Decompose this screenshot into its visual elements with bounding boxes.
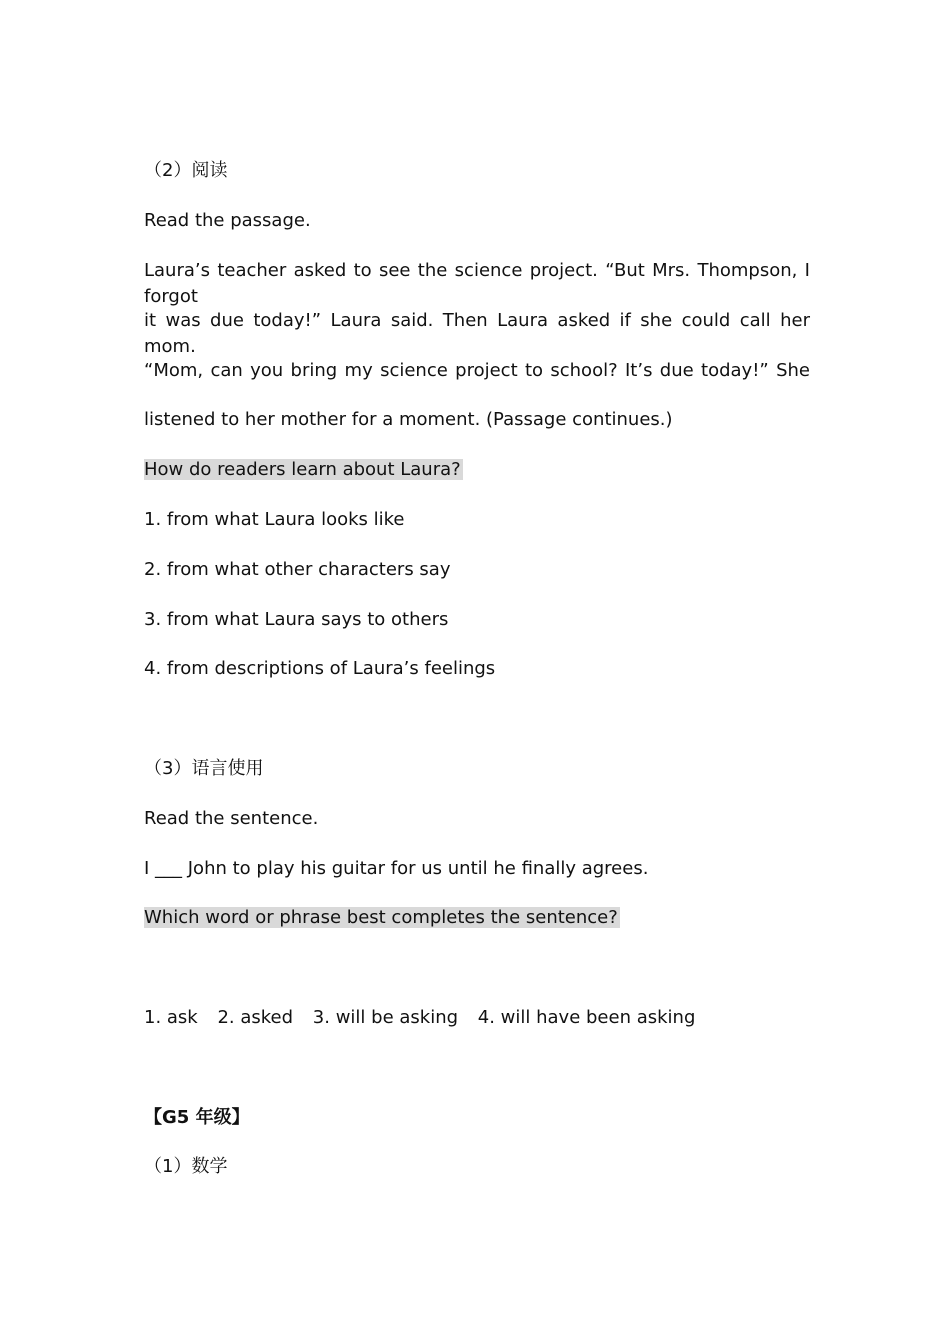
language-option-3: 3. will be asking: [312, 1007, 459, 1028]
language-instruction: Read the sentence.: [144, 808, 319, 829]
reading-question: [144, 457, 463, 483]
language-section-heading: （3）语言使用: [144, 758, 264, 779]
math-section-heading: （1）数学: [144, 1156, 228, 1177]
reading-option-4: 4. from descriptions of Laura’s feelings: [144, 658, 496, 679]
passage-line-1: Laura’s teacher asked to see the science project. “But Mrs. Thompson, I forgot: [144, 260, 810, 307]
passage-line-3: “Mom, can you bring my science project to school? It’s due today!” She: [144, 360, 810, 381]
reading-option-2: 2. from what other characters say: [144, 559, 451, 580]
reading-question-text: How do readers learn about Laura?: [144, 459, 461, 480]
language-option-1: 1. ask: [144, 1007, 198, 1028]
language-option-2: 2. asked: [217, 1007, 294, 1028]
reading-section-heading: （2）阅读: [144, 160, 228, 181]
passage-line-2: it was due today!” Laura said. Then Laura asked if she could call her mom.: [144, 310, 810, 357]
reading-option-3: 3. from what Laura says to others: [144, 609, 449, 630]
reading-option-1: 1. from what Laura looks like: [144, 509, 405, 530]
reading-instruction: Read the passage.: [144, 210, 311, 231]
language-sentence: I ___ John to play his guitar for us until he finally agrees.: [144, 858, 649, 879]
language-question: [144, 905, 620, 931]
language-options: [144, 1005, 695, 1031]
language-option-4: 4. will have been asking: [477, 1007, 696, 1028]
grade-heading: 【G5 年级】: [144, 1107, 250, 1128]
language-question-text: Which word or phrase best completes the sentence?: [144, 907, 618, 928]
passage-line-4: listened to her mother for a moment. (Passage continues.): [144, 409, 673, 430]
